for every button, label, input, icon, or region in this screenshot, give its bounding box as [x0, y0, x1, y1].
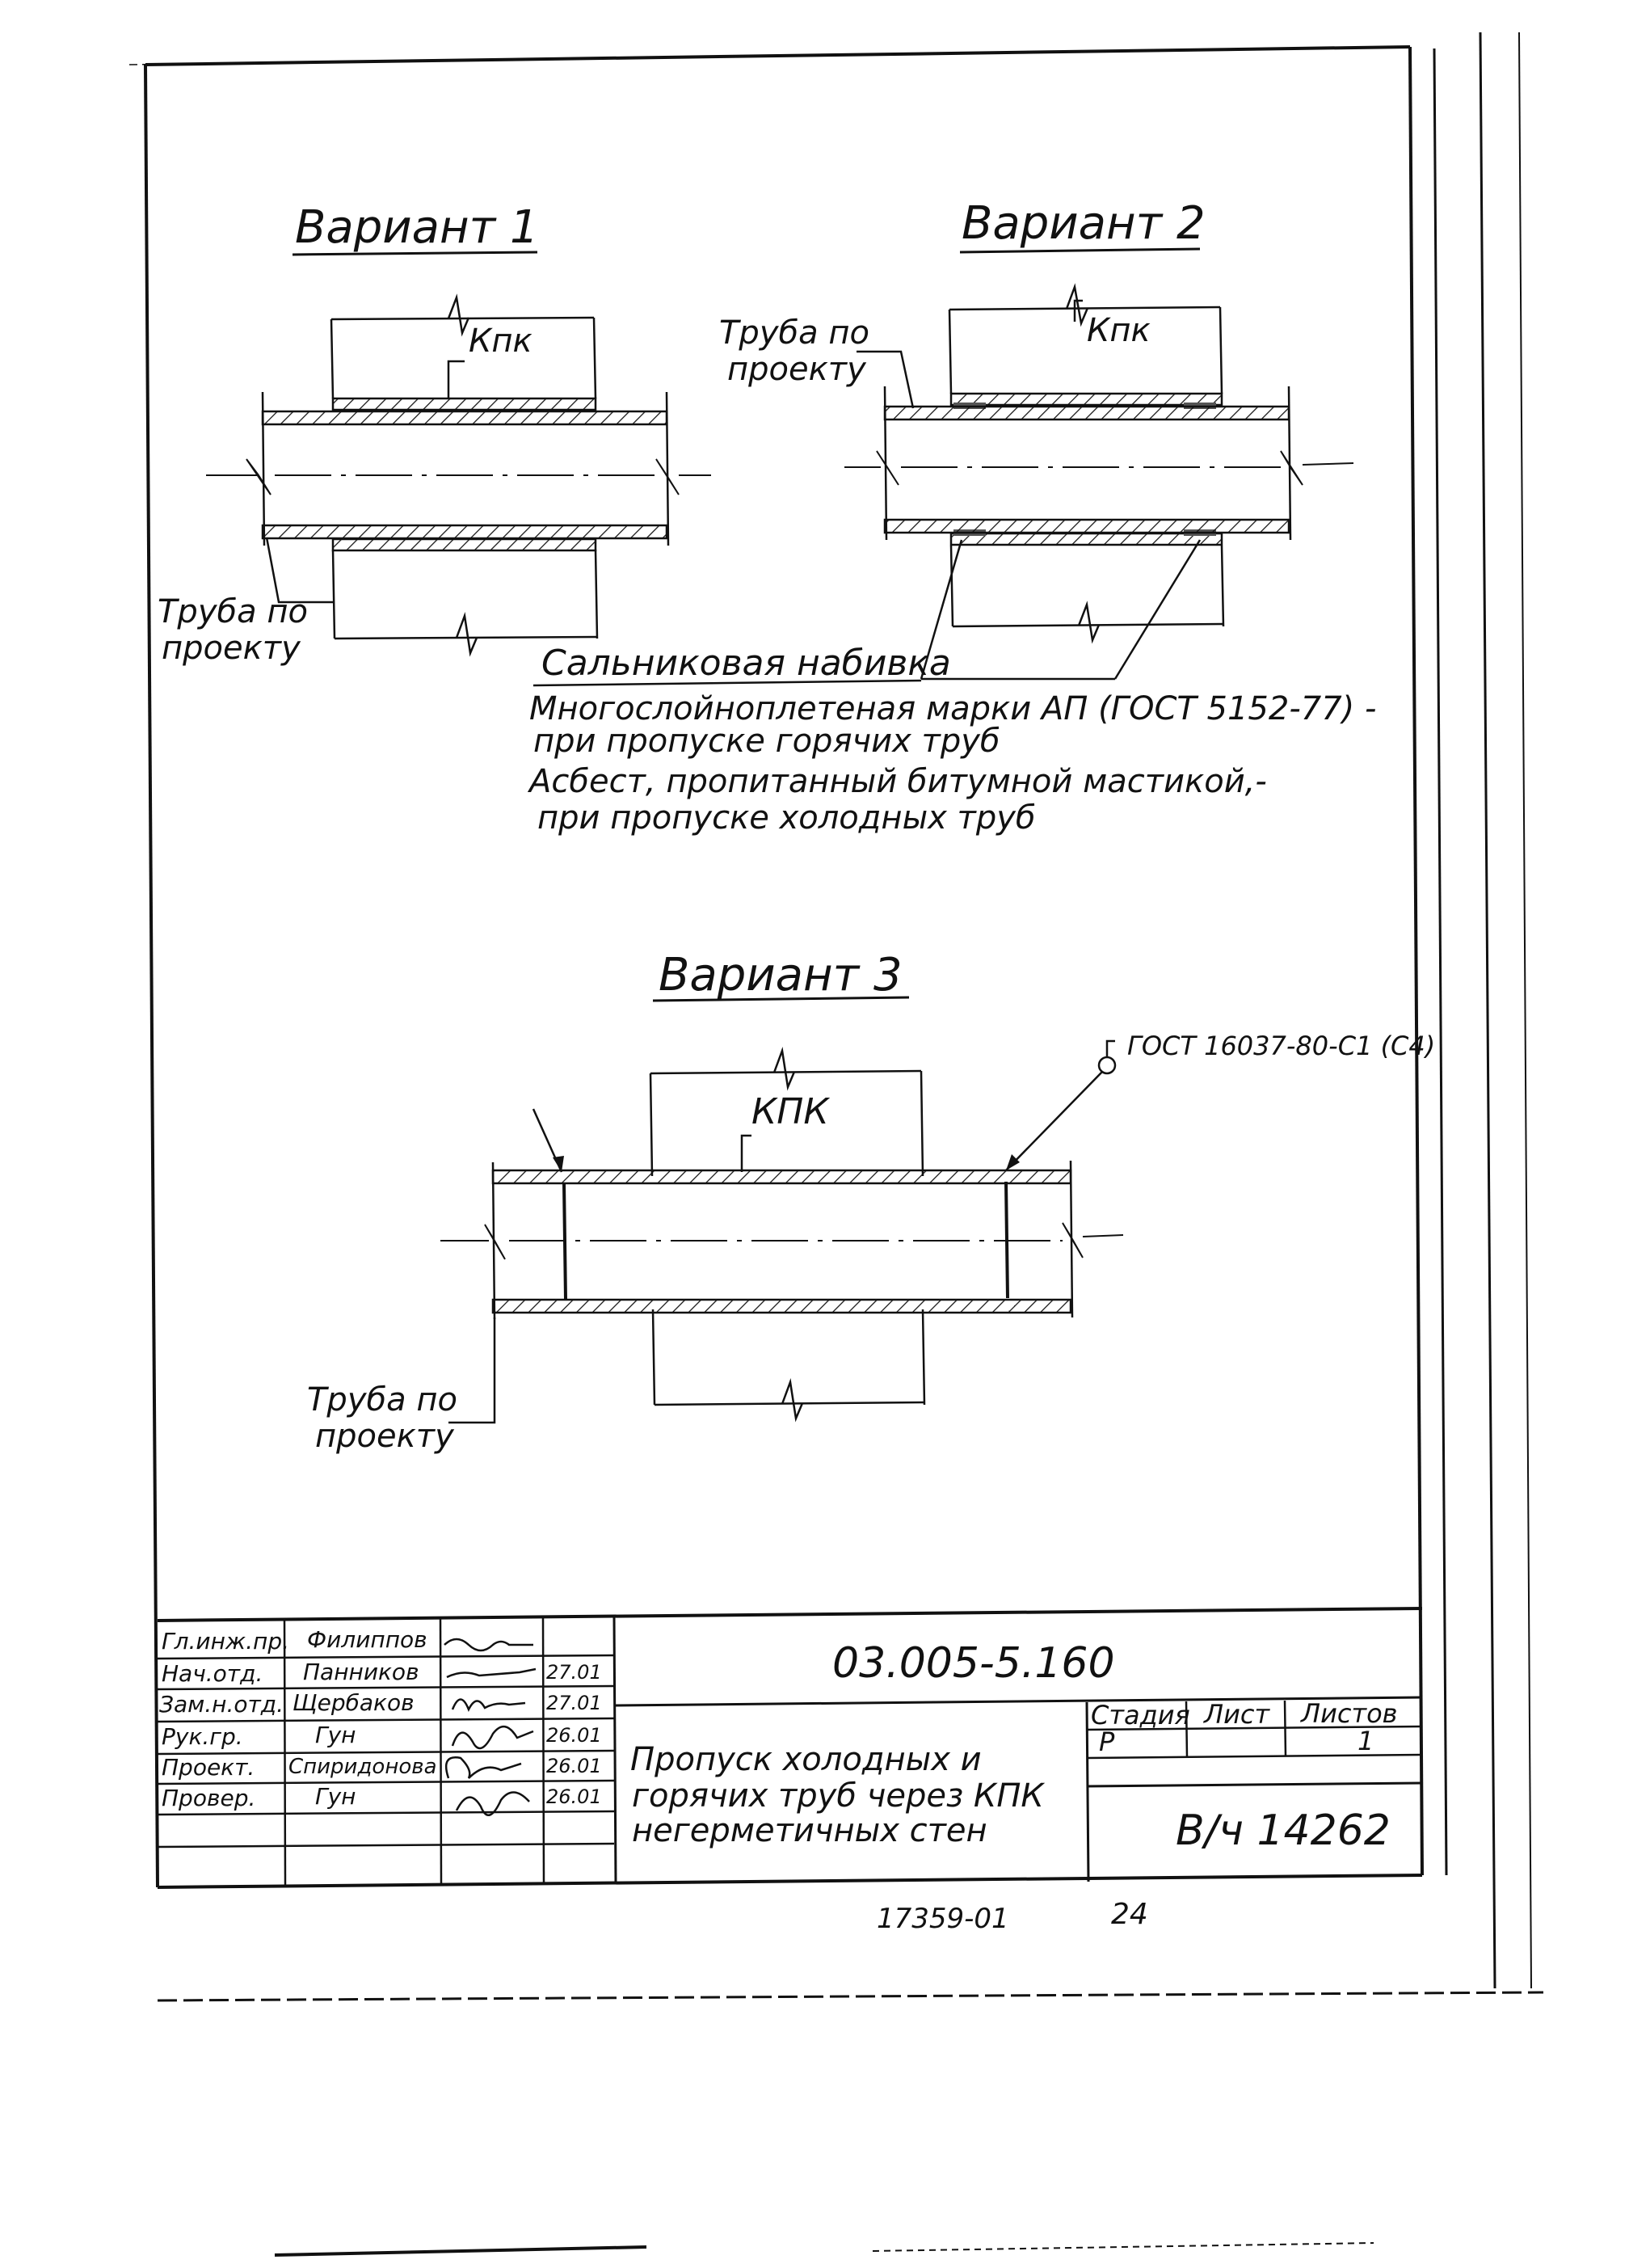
gland-note-line2: при пропуске горячих труб	[533, 723, 1000, 760]
variant2-pipe-label-1: Труба по	[719, 314, 870, 352]
variant1-pipe-label-1: Труба по	[158, 593, 309, 630]
gland-note-title: Сальниковая набивка	[541, 643, 951, 684]
sheets-value: 1	[1358, 1726, 1374, 1756]
variant3-drawing	[307, 949, 1435, 1455]
organization-code: В/ч 14262	[1176, 1806, 1391, 1855]
signature-role: Зам.н.отд.	[159, 1691, 284, 1718]
description-line-1: Пропуск холодных и	[630, 1741, 982, 1778]
page-number: 24	[1111, 1898, 1148, 1931]
weld-symbol-circle	[1099, 1057, 1115, 1073]
signature-date: 27.01	[546, 1661, 602, 1684]
variant1-pipe-wall-bottom	[263, 525, 667, 538]
signature-date: 26.01	[546, 1755, 602, 1777]
signature-name: Филиппов	[307, 1626, 427, 1653]
variant1-pipe-wall-top	[263, 411, 667, 424]
signature-name: Спиридонова	[288, 1755, 437, 1779]
variant2-kpk-label: Кпк	[1087, 312, 1151, 349]
description-line-3: негерметичных стен	[632, 1812, 987, 1849]
signature-role: Нач.отд.	[162, 1660, 263, 1687]
document-code: 03.005-5.160	[832, 1639, 1115, 1688]
variant2-pipe-label-2: проекту	[727, 351, 866, 388]
variant2-sleeve-top	[951, 394, 1222, 405]
variant2-drawing	[719, 197, 1353, 679]
variant2-title: Вариант 2	[962, 197, 1206, 250]
signature-row	[162, 1754, 602, 1781]
signature-role: Рук.гр.	[162, 1723, 243, 1750]
signature-row	[162, 1626, 427, 1655]
variant3-pipe-wall-top	[493, 1170, 1071, 1183]
variant3-pipe-label-2: проекту	[315, 1418, 454, 1455]
variant3-pipe-label-1: Труба по	[307, 1381, 458, 1419]
gland-note	[527, 643, 1376, 837]
gland-note-line4: при пропуске холодных труб	[537, 799, 1036, 837]
stage-header: Стадия	[1091, 1700, 1190, 1731]
signature-role: Гл.инж.пр.	[162, 1628, 290, 1655]
archive-number: 17359-01	[877, 1903, 1009, 1935]
signature-date: 27.01	[546, 1692, 602, 1714]
stage-value: Р	[1099, 1726, 1115, 1757]
signature-row	[162, 1722, 602, 1750]
signature-name: Гун	[315, 1783, 356, 1810]
sheet-header: Лист	[1204, 1699, 1270, 1730]
variant1-kpk-label: Кпк	[469, 322, 532, 360]
signature-row	[159, 1689, 602, 1718]
sheets-header: Листов	[1301, 1698, 1398, 1729]
weld-arrow-right	[1006, 1154, 1020, 1170]
variant1-sleeve-top	[333, 398, 596, 410]
variant1-sleeve-bottom	[333, 539, 596, 550]
signature-name: Панников	[303, 1659, 419, 1685]
signature-row	[162, 1659, 602, 1687]
gland-note-line3: Асбест, пропитанный битумной мастикой,-	[529, 763, 1267, 800]
variant3-gost-label: ГОСТ 16037-80-С1 (С4)	[1127, 1031, 1436, 1061]
description-line-2: горячих труб через КПК	[632, 1777, 1044, 1815]
variant2-pipe-wall-top	[885, 407, 1289, 419]
variant3-kpk-label: КПК	[751, 1091, 829, 1132]
gland-note-line1: Многослойноплетеная марки АП (ГОСТ 5152-77) -	[529, 690, 1377, 727]
variant3-pipe-wall-bottom	[493, 1300, 1071, 1313]
variant2-sleeve-bottom	[951, 533, 1222, 545]
signature-name: Гун	[315, 1722, 356, 1748]
variant1-drawing	[158, 201, 711, 667]
variant1-title: Вариант 1	[295, 201, 539, 254]
signature-date: 26.01	[546, 1724, 602, 1747]
variant3-title: Вариант 3	[659, 949, 903, 1001]
signature-date: 26.01	[546, 1785, 602, 1808]
handwritten-signatures	[444, 1639, 536, 1815]
variant1-pipe-label-2: проекту	[162, 630, 301, 667]
signature-role: Проект.	[162, 1754, 255, 1781]
variant2-pipe-wall-bottom	[885, 520, 1289, 533]
signature-name: Щербаков	[293, 1689, 415, 1716]
signature-row	[162, 1783, 602, 1811]
signature-role: Провер.	[162, 1785, 256, 1811]
